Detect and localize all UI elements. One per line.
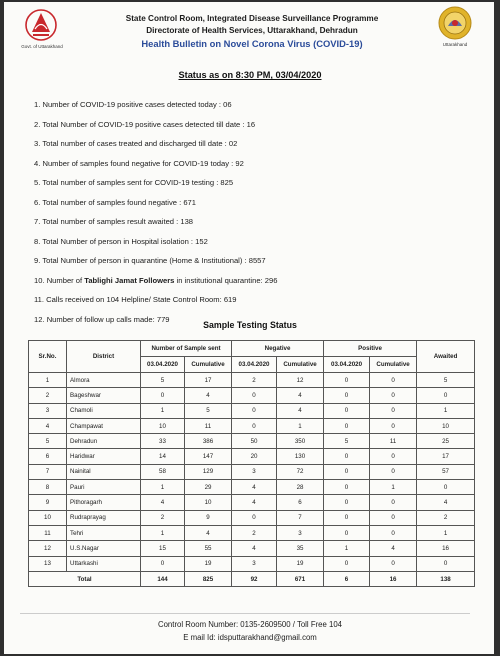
cell-negative-today: 4 xyxy=(232,480,277,495)
cell-district: Nainital xyxy=(67,464,141,479)
cell-sent-today: 1 xyxy=(141,480,185,495)
cell-district: Pithoragarh xyxy=(67,495,141,510)
item-text: Number of xyxy=(46,275,85,285)
list-item xyxy=(34,276,474,296)
table-row xyxy=(29,464,475,479)
cell-negative-cumulative: 19 xyxy=(277,556,324,571)
cell-negative-cumulative: 3 xyxy=(277,525,324,540)
subheader-date: 03.04.2020 xyxy=(324,357,370,373)
header-line-1: State Control Room, Integrated Disease Surveillance Programme xyxy=(125,14,379,23)
item-text: Total number of samples result awaited : 138 xyxy=(42,217,194,226)
cell-positive-cumulative: 4 xyxy=(370,541,417,556)
item-number: 9. xyxy=(34,256,41,265)
cell-district: Bageshwar xyxy=(67,388,141,403)
cell-awaited: 0 xyxy=(417,388,475,403)
cell-district: Chamoli xyxy=(67,403,141,418)
cell-sent-cumulative: 147 xyxy=(185,449,232,464)
cell-sent-today: 1 xyxy=(141,525,185,540)
cell-sr-no: 4 xyxy=(29,418,67,433)
cell-district: Dehradun xyxy=(67,434,141,449)
header-positive: Positive xyxy=(324,341,417,357)
cell-positive-cumulative: 0 xyxy=(370,510,417,525)
header-line-2: Directorate of Health Services, Uttarakhand, Dehradun xyxy=(146,26,358,35)
item-number: 3. xyxy=(34,139,41,148)
list-item xyxy=(34,159,474,179)
cell-negative-cumulative: 1 xyxy=(277,418,324,433)
footer-divider xyxy=(20,613,470,614)
item-text: Number of COVID-19 positive cases detected today : 06 xyxy=(42,100,232,109)
cell-negative-today: 3 xyxy=(232,556,277,571)
cell-negative-cumulative: 4 xyxy=(277,403,324,418)
cell-positive-today: 0 xyxy=(324,464,370,479)
cell-sr-no: 7 xyxy=(29,464,67,479)
subheader-cumulative: Cumulative xyxy=(277,357,324,373)
cell-awaited: 0 xyxy=(417,556,475,571)
total-cell-sent-cumulative: 825 xyxy=(185,571,232,586)
item-number: 6. xyxy=(34,197,41,207)
cell-negative-today: 0 xyxy=(232,403,277,418)
item-text: Calls received on 104 Helpline/ State Control Room: 619 xyxy=(46,295,237,304)
cell-sent-today: 2 xyxy=(141,510,185,525)
header-awaited: Awaited xyxy=(417,341,475,373)
cell-negative-today: 2 xyxy=(232,525,277,540)
list-item xyxy=(34,120,474,140)
table-row xyxy=(29,449,475,464)
cell-negative-today: 0 xyxy=(232,388,277,403)
cell-positive-today: 0 xyxy=(324,373,370,388)
item-number: 11. xyxy=(34,295,44,304)
item-number: 2. xyxy=(34,119,41,129)
cell-district: Uttarkashi xyxy=(67,556,141,571)
item-number: 7. xyxy=(34,217,41,226)
cell-positive-cumulative: 11 xyxy=(370,434,417,449)
list-item xyxy=(34,178,474,198)
table-row xyxy=(29,373,475,388)
list-item xyxy=(34,256,474,276)
item-text: Total Number of person in Hospital isolation : 152 xyxy=(42,236,208,246)
uttarakhand-seal-icon xyxy=(438,6,472,40)
right-emblem-caption: Uttarakhand xyxy=(442,42,468,47)
table-row xyxy=(29,525,475,540)
item-number: 1. xyxy=(34,100,41,109)
cell-sr-no: 1 xyxy=(29,373,67,388)
cell-sent-cumulative: 17 xyxy=(185,373,232,388)
cell-sent-cumulative: 19 xyxy=(185,556,232,571)
item-bold-text: Tablighi Jamat Followers xyxy=(84,275,175,285)
item-text-tail: in institutional quarantine: 296 xyxy=(174,275,278,285)
item-text: Total number of cases treated and discharged till date : 02 xyxy=(42,139,238,148)
item-number: 5. xyxy=(34,178,41,187)
cell-sr-no: 2 xyxy=(29,388,67,403)
cell-positive-today: 0 xyxy=(324,418,370,433)
table-row xyxy=(29,541,475,556)
item-text: Total Number of person in quarantine (Home & Institutional) : 8557 xyxy=(42,256,266,265)
list-item xyxy=(34,295,474,315)
cell-positive-today: 0 xyxy=(324,403,370,418)
cell-positive-cumulative: 0 xyxy=(370,373,417,388)
cell-negative-today: 4 xyxy=(232,495,277,510)
table-body xyxy=(29,373,475,587)
cell-sent-cumulative: 10 xyxy=(185,495,232,510)
cell-negative-cumulative: 72 xyxy=(277,464,324,479)
statistics-list xyxy=(34,100,474,334)
cell-negative-cumulative: 130 xyxy=(277,449,324,464)
cell-awaited: 25 xyxy=(417,434,475,449)
table-row xyxy=(29,403,475,418)
left-emblem-caption: Govt. of Uttarakhand xyxy=(21,44,63,49)
cell-negative-cumulative: 4 xyxy=(277,388,324,403)
cell-sent-today: 1 xyxy=(141,403,185,418)
cell-negative-cumulative: 7 xyxy=(277,510,324,525)
table-row xyxy=(29,495,475,510)
footer-contact: Control Room Number: 0135-2609500 / Toll Free 104 xyxy=(157,620,343,629)
table-total-row xyxy=(29,571,475,586)
cell-awaited: 16 xyxy=(417,541,475,556)
total-cell-positive-today: 6 xyxy=(324,571,370,586)
cell-positive-today: 0 xyxy=(324,495,370,510)
header-district: District xyxy=(67,341,141,373)
cell-awaited: 4 xyxy=(417,495,475,510)
bulletin-title: Health Bulletin on Novel Corona Virus (COVID-19) xyxy=(141,38,363,49)
item-number: 8. xyxy=(34,236,41,246)
cell-awaited: 17 xyxy=(417,449,475,464)
list-item xyxy=(34,237,474,257)
subheader-date: 03.04.2020 xyxy=(141,357,185,373)
cell-sr-no: 12 xyxy=(29,541,67,556)
cell-positive-today: 0 xyxy=(324,388,370,403)
cell-sent-cumulative: 29 xyxy=(185,480,232,495)
cell-sr-no: 11 xyxy=(29,525,67,540)
total-cell-awaited: 138 xyxy=(417,571,475,586)
total-cell-positive-cumulative: 16 xyxy=(370,571,417,586)
subheader-cumulative: Cumulative xyxy=(185,357,232,373)
cell-sr-no: 10 xyxy=(29,510,67,525)
cell-awaited: 2 xyxy=(417,510,475,525)
cell-sent-cumulative: 386 xyxy=(185,434,232,449)
cell-positive-today: 0 xyxy=(324,510,370,525)
item-number: 4. xyxy=(34,158,41,168)
cell-sr-no: 9 xyxy=(29,495,67,510)
cell-negative-today: 0 xyxy=(232,418,277,433)
sample-testing-table xyxy=(28,340,475,587)
item-text: Number of samples found negative for COVID-19 today : 92 xyxy=(42,158,244,168)
cell-positive-today: 5 xyxy=(324,434,370,449)
cell-sent-today: 10 xyxy=(141,418,185,433)
cell-sent-today: 5 xyxy=(141,373,185,388)
cell-sent-today: 14 xyxy=(141,449,185,464)
cell-sent-cumulative: 4 xyxy=(185,388,232,403)
cell-negative-today: 50 xyxy=(232,434,277,449)
cell-awaited: 57 xyxy=(417,464,475,479)
cell-sent-today: 0 xyxy=(141,388,185,403)
cell-district: Champawat xyxy=(67,418,141,433)
header-sr-no: Sr.No. xyxy=(29,341,67,373)
cell-sent-today: 4 xyxy=(141,495,185,510)
cell-district: U.S.Nagar xyxy=(67,541,141,556)
total-cell-sent-today: 144 xyxy=(141,571,185,586)
list-item xyxy=(34,217,474,237)
cell-positive-today: 0 xyxy=(324,449,370,464)
cell-sent-today: 0 xyxy=(141,556,185,571)
cell-sr-no: 3 xyxy=(29,403,67,418)
cell-sent-cumulative: 4 xyxy=(185,525,232,540)
cell-positive-cumulative: 1 xyxy=(370,480,417,495)
cell-positive-today: 1 xyxy=(324,541,370,556)
subheader-cumulative: Cumulative xyxy=(370,357,417,373)
table-row xyxy=(29,556,475,571)
cell-positive-today: 0 xyxy=(324,525,370,540)
table-row xyxy=(29,434,475,449)
cell-sr-no: 5 xyxy=(29,434,67,449)
cell-sr-no: 6 xyxy=(29,449,67,464)
header-negative: Negative xyxy=(232,341,324,357)
list-item xyxy=(34,139,474,159)
cell-negative-today: 3 xyxy=(232,464,277,479)
cell-positive-cumulative: 0 xyxy=(370,388,417,403)
cell-district: Pauri xyxy=(67,480,141,495)
cell-negative-cumulative: 35 xyxy=(277,541,324,556)
cell-sent-cumulative: 129 xyxy=(185,464,232,479)
header-samples-sent: Number of Sample sent xyxy=(141,341,232,357)
cell-positive-cumulative: 0 xyxy=(370,495,417,510)
item-text: Number of follow up calls made: 779 xyxy=(46,314,170,324)
cell-awaited: 1 xyxy=(417,403,475,418)
table-row xyxy=(29,510,475,525)
cell-positive-today: 0 xyxy=(324,480,370,495)
cell-positive-cumulative: 0 xyxy=(370,403,417,418)
cell-negative-cumulative: 28 xyxy=(277,480,324,495)
total-cell-negative-today: 92 xyxy=(232,571,277,586)
item-text: Total Number of COVID-19 positive cases detected till date : 16 xyxy=(42,119,256,129)
cell-total-label: Total xyxy=(29,571,141,586)
cell-negative-cumulative: 12 xyxy=(277,373,324,388)
cell-negative-cumulative: 6 xyxy=(277,495,324,510)
cell-sent-today: 58 xyxy=(141,464,185,479)
item-number: 10. xyxy=(34,275,45,285)
cell-positive-today: 0 xyxy=(324,556,370,571)
cell-awaited: 1 xyxy=(417,525,475,540)
cell-district: Haridwar xyxy=(67,449,141,464)
list-item xyxy=(34,198,474,218)
cell-sent-cumulative: 5 xyxy=(185,403,232,418)
cell-sent-today: 15 xyxy=(141,541,185,556)
item-number: 12. xyxy=(34,314,45,324)
sample-table-title: Sample Testing Status xyxy=(203,320,297,330)
table-row xyxy=(29,388,475,403)
footer-email: E mail Id: idsputtarakhand@gmail.com xyxy=(183,633,317,642)
total-cell-negative-cumulative: 671 xyxy=(277,571,324,586)
cell-positive-cumulative: 0 xyxy=(370,525,417,540)
cell-sr-no: 13 xyxy=(29,556,67,571)
cell-negative-cumulative: 350 xyxy=(277,434,324,449)
cell-sent-cumulative: 11 xyxy=(185,418,232,433)
table-header-row xyxy=(29,341,475,357)
cell-district: Almora xyxy=(67,373,141,388)
cell-negative-today: 20 xyxy=(232,449,277,464)
cell-positive-cumulative: 0 xyxy=(370,418,417,433)
status-heading: Status as on 8:30 PM, 03/04/2020 xyxy=(178,70,322,80)
cell-sent-cumulative: 9 xyxy=(185,510,232,525)
cell-positive-cumulative: 0 xyxy=(370,464,417,479)
cell-negative-today: 4 xyxy=(232,541,277,556)
cell-sr-no: 8 xyxy=(29,480,67,495)
cell-awaited: 5 xyxy=(417,373,475,388)
cell-sent-cumulative: 55 xyxy=(185,541,232,556)
subheader-date: 03.04.2020 xyxy=(232,357,277,373)
cell-district: Rudraprayag xyxy=(67,510,141,525)
table-row xyxy=(29,480,475,495)
cell-negative-today: 0 xyxy=(232,510,277,525)
cell-sent-today: 33 xyxy=(141,434,185,449)
cell-awaited: 10 xyxy=(417,418,475,433)
cell-district: Tehri xyxy=(67,525,141,540)
item-text: Total number of samples sent for COVID-19 testing : 825 xyxy=(42,178,234,187)
table-row xyxy=(29,418,475,433)
item-text: Total number of samples found negative : 671 xyxy=(42,197,196,207)
cell-negative-today: 2 xyxy=(232,373,277,388)
cell-awaited: 0 xyxy=(417,480,475,495)
cell-positive-cumulative: 0 xyxy=(370,449,417,464)
cell-positive-cumulative: 0 xyxy=(370,556,417,571)
list-item xyxy=(34,100,474,120)
